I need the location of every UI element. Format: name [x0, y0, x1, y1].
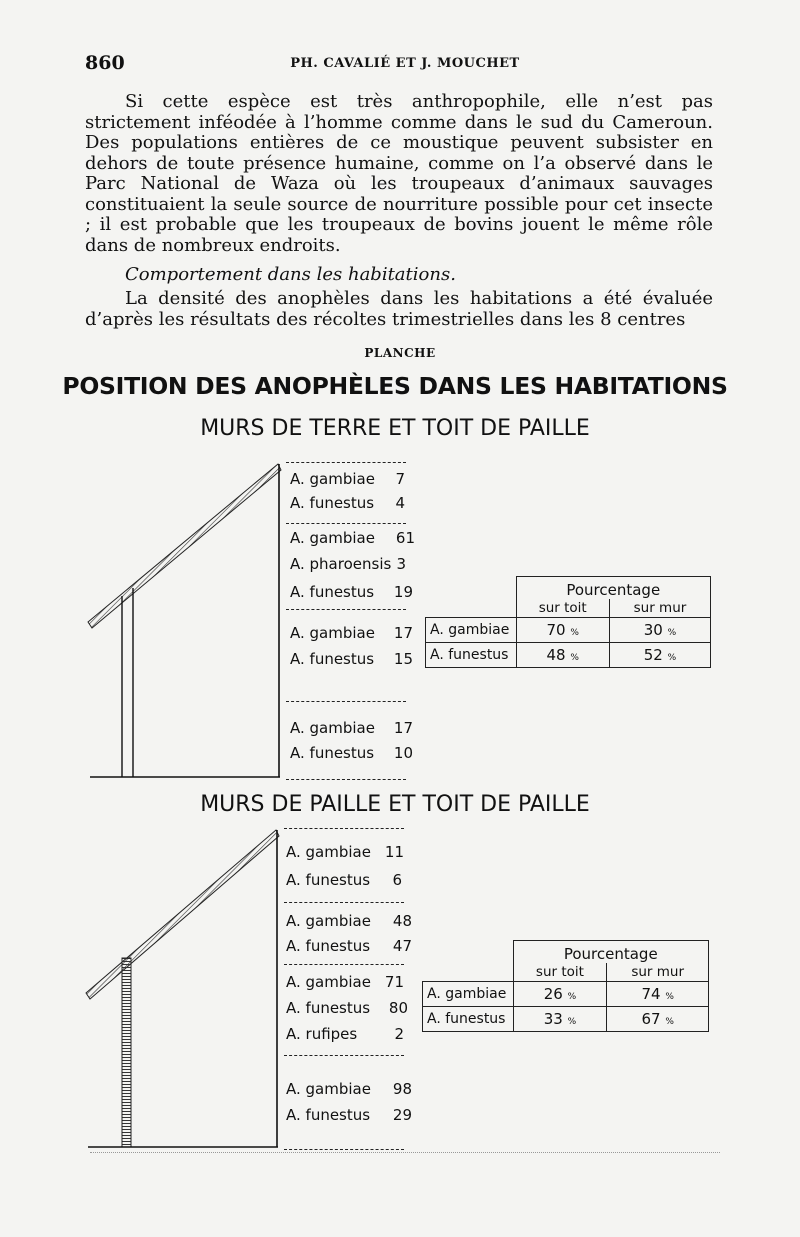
- value: 67: [641, 1010, 661, 1028]
- house-straw-walls: [86, 830, 279, 1147]
- cell-sur-mur: [607, 982, 709, 1007]
- zone1-divider-bottom: [286, 779, 406, 780]
- s1-label-row: [290, 529, 415, 549]
- species-name: A. funestus: [290, 744, 375, 762]
- row-species: A. gambiae: [423, 982, 514, 1007]
- table-header-row: [423, 941, 709, 964]
- zone1-divider-top: [286, 462, 406, 463]
- paragraph-2-text: La densité des anophèles dans les habitations a été évaluée d’après les résultats des récoltes trimestrielles dans les 8 centres: [85, 288, 713, 330]
- species-count: 61: [395, 529, 415, 547]
- zone2-divider-bottom: [284, 1149, 404, 1150]
- percent-sign: %: [567, 992, 577, 1002]
- bottom-rule: [90, 1152, 720, 1153]
- table-header: Pourcentage: [513, 941, 709, 964]
- table-corner: [423, 941, 514, 964]
- row-species: A. funestus: [426, 643, 517, 668]
- s2-label-row: [286, 912, 412, 932]
- s1-label-row: [290, 583, 413, 603]
- zone2-divider-2: [284, 964, 404, 965]
- roof-straw-1: [88, 464, 281, 628]
- species-name: A. gambiae: [286, 843, 371, 861]
- species-count: 29: [392, 1106, 412, 1124]
- s2-label-row: [286, 1106, 412, 1126]
- species-name: A. rufipes: [286, 1025, 358, 1043]
- species-name: A. funestus: [290, 494, 375, 512]
- table-header: Pourcentage: [516, 577, 711, 600]
- species-name: A. gambiae: [286, 912, 371, 930]
- zone1-divider-3: [286, 701, 406, 702]
- species-name: A. funestus: [286, 871, 371, 889]
- percent-sign: %: [665, 1017, 674, 1027]
- value: 48: [546, 646, 566, 664]
- cell-sur-toit: [513, 1007, 607, 1032]
- s2-label-row: [286, 999, 408, 1019]
- species-name: A. gambiae: [290, 470, 375, 488]
- zone2-divider-top: [284, 828, 404, 829]
- table-corner: [426, 599, 517, 618]
- table-header-row: [426, 577, 711, 600]
- col-sur-toit: sur toit: [516, 599, 609, 618]
- roof-straw-2: [86, 830, 279, 999]
- species-count: 3: [396, 555, 406, 573]
- percent-sign: %: [667, 628, 677, 638]
- species-name: A. funestus: [290, 650, 375, 668]
- page-number: 860: [85, 52, 125, 74]
- s2-label-row: [286, 1080, 412, 1100]
- zone1-divider-1: [286, 523, 406, 524]
- table-corner: [426, 577, 517, 600]
- species-name: A. gambiae: [290, 624, 375, 642]
- s2-label-row: [286, 937, 412, 957]
- percent-sign: %: [665, 992, 674, 1002]
- species-count: 17: [393, 719, 413, 737]
- section2-title: MURS DE PAILLE ET TOIT DE PAILLE: [200, 792, 590, 817]
- species-count: 11: [384, 843, 404, 861]
- species-count: 71: [384, 973, 404, 991]
- cell-sur-mur: [609, 618, 710, 643]
- species-count: 19: [393, 583, 413, 601]
- value: 70: [546, 621, 566, 639]
- planche-label: PLANCHE: [364, 346, 436, 360]
- species-count: 17: [393, 624, 413, 642]
- species-count: 10: [393, 744, 413, 762]
- species-count: 15: [393, 650, 413, 668]
- cell-sur-toit: [513, 982, 607, 1007]
- species-name: A. gambiae: [290, 719, 375, 737]
- section1-title: MURS DE TERRE ET TOIT DE PAILLE: [200, 416, 590, 441]
- percent-sign: %: [567, 1017, 577, 1027]
- straw-wall-left: [122, 958, 131, 1147]
- figure-title: POSITION DES ANOPHÈLES DANS LES HABITATIONS: [62, 372, 728, 400]
- col-sur-toit: sur toit: [513, 963, 607, 982]
- species-count: 2: [394, 1025, 404, 1043]
- s1-label-row: [290, 650, 413, 670]
- table-row: [423, 1007, 709, 1032]
- s1-label-row: [290, 470, 405, 490]
- species-count: 47: [392, 937, 412, 955]
- percentage-table-1: [425, 576, 711, 668]
- s1-label-row: [290, 744, 413, 764]
- table-row: [423, 982, 709, 1007]
- value: 33: [543, 1010, 563, 1028]
- value: 30: [643, 621, 663, 639]
- zone2-divider-3: [284, 1055, 404, 1056]
- s1-label-row: [290, 555, 406, 575]
- s2-label-row: [286, 871, 402, 891]
- cell-sur-mur: [609, 643, 710, 668]
- table-row: [426, 643, 711, 668]
- row-species: A. gambiae: [426, 618, 517, 643]
- cell-sur-toit: [516, 618, 609, 643]
- species-count: 4: [395, 494, 405, 512]
- zone2-divider-1: [284, 902, 404, 903]
- s2-label-row: [286, 1025, 404, 1045]
- species-count: 7: [395, 470, 405, 488]
- table-subheader-row: [426, 599, 711, 618]
- paragraph-1-text: Si cette espèce est très anthropophile, elle n’est pas strictement inféodée à l’homme comme dans le sud du Cameroun. Des populations entières de ce moustique peuvent subsister en dehors de toute présence humaine, comme on l’a observé dans le Parc National de Waza où les troupeaux d’animaux sauvages constituaient la seule source de nourriture possible pour cet insecte ; il est probable que les troupeaux de bovins jouent le même rôle dans de nombreux endroits.: [85, 91, 713, 256]
- percentage-table-2: [422, 940, 709, 1032]
- running-head: PH. CAVALIÉ ET J. MOUCHET: [290, 56, 520, 71]
- species-name: A. funestus: [286, 937, 371, 955]
- row-species: A. funestus: [423, 1007, 514, 1032]
- s1-label-row: [290, 719, 413, 739]
- table-subheader-row: [423, 963, 709, 982]
- subheading: Comportement dans les habitations.: [125, 264, 456, 285]
- species-name: A. gambiae: [286, 1080, 371, 1098]
- zone1-divider-2: [286, 609, 406, 610]
- percent-sign: %: [667, 653, 677, 663]
- species-name: A. gambiae: [286, 973, 371, 991]
- col-sur-mur: sur mur: [609, 599, 710, 618]
- species-count: 48: [392, 912, 412, 930]
- s2-label-row: [286, 843, 404, 863]
- value: 74: [641, 985, 661, 1003]
- percent-sign: %: [570, 653, 579, 663]
- species-name: A. gambiae: [290, 529, 375, 547]
- table-corner: [423, 963, 514, 982]
- value: 26: [543, 985, 563, 1003]
- species-count: 80: [388, 999, 408, 1017]
- species-count: 98: [392, 1080, 412, 1098]
- s2-label-row: [286, 973, 404, 993]
- species-count: 6: [392, 871, 402, 889]
- species-name: A. pharoensis: [290, 555, 392, 573]
- cell-sur-toit: [516, 643, 609, 668]
- s1-label-row: [290, 624, 413, 644]
- species-name: A. funestus: [286, 1106, 371, 1124]
- cell-sur-mur: [607, 1007, 709, 1032]
- species-name: A. funestus: [286, 999, 371, 1017]
- col-sur-mur: sur mur: [607, 963, 709, 982]
- s1-label-row: [290, 494, 405, 514]
- species-name: A. funestus: [290, 583, 375, 601]
- house-earth-walls: [88, 464, 281, 777]
- percent-sign: %: [570, 628, 579, 638]
- value: 52: [643, 646, 663, 664]
- table-row: [426, 618, 711, 643]
